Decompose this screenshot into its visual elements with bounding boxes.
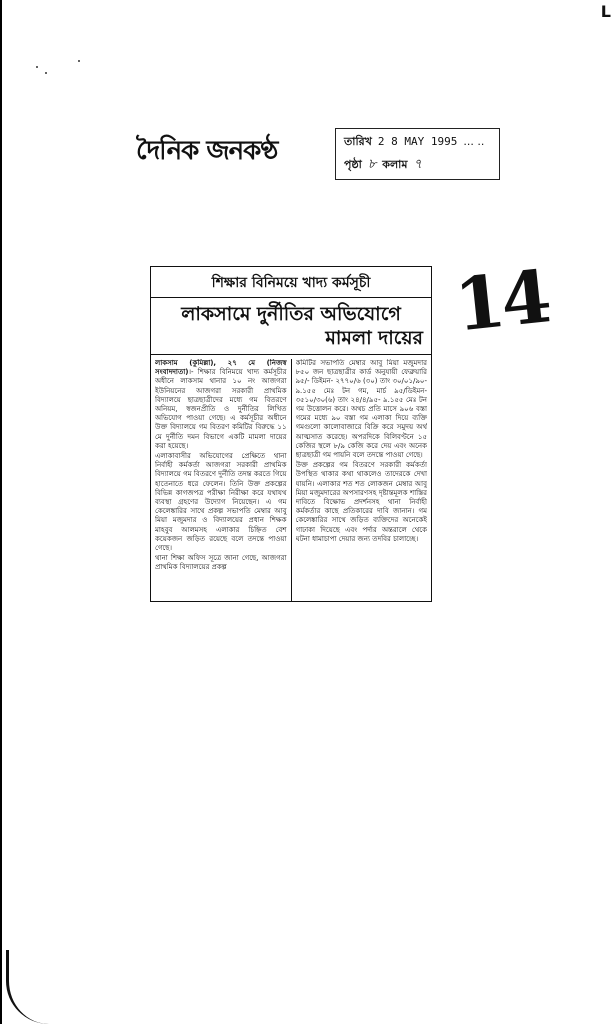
stamp-column-label: কলাম: [382, 158, 408, 171]
article-text: ।- শিক্ষার বিনিময়ে খাদ্য কর্মসূচীর অধীনে লাকসাম থানার ১০ নং আজগরা ইউনিয়নের আজগরা সরকারী প্রাথমিক বিদ্যালয়ে ছাত্রছাত্রীদের মধ্যে গম বিতরণে অনিয়ম, স্বজনপ্রীতি ও দুর্নীতির লিখিত অভিযোগ পাওয়া গেছে। এ কর্মসূচীর অধীনে উক্ত বিদ্যালয়ে গম বিতরণ কমিটির বিরুদ্ধে ১১ মে দুর্নীতি দমন বিভাগে একটি মামলা দায়ের করা হয়েছে।: [155, 368, 287, 450]
stamp-page-value: ৮: [367, 157, 377, 172]
article-dateline: লাকসাম (কুমিল্লা), ২৭ মে (নিজস্ব সংবাদদাতা): [155, 359, 287, 377]
article-columns: [151, 355, 431, 602]
article-paragraph: থানা শিক্ষা অফিস সূত্রে জানা গেছে, আজগরা প্রাথমিক বিদ্যালয়ের প্রকল্প: [155, 554, 287, 572]
stamp-page-label: পৃষ্ঠা: [344, 158, 362, 171]
clipping-kicker: শিক্ষার বিনিময়ে খাদ্য কর্মসূচী: [151, 267, 431, 298]
scan-speck: [45, 72, 47, 74]
page-fold-curve: [6, 950, 49, 1024]
handwritten-page-number: 14: [450, 253, 552, 348]
newspaper-masthead: দৈনিক জনকণ্ঠ: [136, 136, 278, 166]
stamp-date-label: তারিখ: [344, 135, 372, 148]
article-paragraph: [155, 359, 287, 451]
stamp-dots: ... ..: [463, 135, 485, 148]
article-column-2: [296, 359, 428, 602]
column-divider: [291, 359, 292, 602]
stamp-column-value: ৭: [413, 157, 422, 172]
article-paragraph: এলাকাবাসীর অভিযোগের প্রেক্ষিতে থানা নির্বাহী কর্মকর্তা আজগরা সরকারী প্রাথমিক বিদ্যালয়ে গম বিতরণে দুর্নীতি তদন্ত করতে গিয়ে হাতেনাতে ধরে ফেলেন। তিনি উক্ত প্রকল্পের বিভিন্ন কাগজপত্র পরীক্ষা নিরীক্ষা করে যথাযথ ব্যবস্থা গ্রহণের উদ্যোগ নিয়েছেন। এ গম কেলেঙ্কারির সাথে প্রকল্প সভাপতি মেম্বার আবু মিয়া মজুমদার ও বিদ্যালয়ের প্রধান শিক্ষক মাহবুব আলমসহ এলাকার চিহ্নিত বেশ কয়েকজন জড়িত রয়েছে বলে তদন্তে পাওয়া গেছে।: [155, 452, 287, 553]
scan-speck: [36, 66, 38, 68]
news-clipping: [150, 266, 432, 602]
headline-line2: মামলা দায়ের: [325, 327, 423, 349]
archive-stamp: [335, 128, 500, 180]
article-column-1: [155, 359, 287, 602]
article-paragraph: কমিটির সভাপতি মেম্বার আবু মিয়া মজুমদার ৮৫০ জন ছাত্রছাত্রীর কার্ড অনুযায়ী ফেব্রুয়ারি ৯৫/- ডিইমন- ২৭৭০/৬ (৩০) তাং ৩০/০১/৯০- ৯.১৫৫ মেঃ টন গম, মার্চ ৯৫/ডিইমন- ৩৫১০/৩০(৬) তাং ২৪/৪/৯৫- ৯.১৫৫ মেঃ টন গম উত্তোলন করে। অথচ প্রতি মাসে ৯০৬ বস্তা গমের মধ্যে ৯০ বস্তা গম এলাকা দিয়ে ব্যক্তি গমগুলো কালোবাজারে বিক্রি করে সমুদয় অর্থ আত্মসাত করেছে। অপরদিকে বিলিবণ্টনে ১৫ কেজির স্থলে ৮/৯ কেজি করে দেয় এবং অনেক ছাত্রছাত্রী গম পায়নি বলে তদন্তে পাওয়া গেছে।: [295, 359, 427, 460]
stamp-date-value: 2 8 MAY 1995: [377, 135, 458, 148]
corner-mark: L: [600, 2, 611, 21]
page-left-edge: [0, 0, 10, 1024]
stamp-page-row: [344, 155, 491, 177]
clipping-headline: [151, 298, 431, 355]
article-paragraph: উক্ত প্রকল্পের গম বিতরণে সরকারী কর্মকর্তা উপস্থিত থাকার কথা থাকলেও তাদেরকে দেখা যায়নি। এলাকার শত শত লোকজন মেম্বার আবু মিয়া মজুমদারের অপসারণসহ দৃষ্টান্তমূলক শাস্তির দাবিতে বিক্ষোভ প্রদর্শনসহ থানা নির্বাহী কর্মকর্তার কাছে প্রতিকারের দাবি জানান। গম কেলেঙ্কারির সাথে জড়িত ব্যক্তিদের অনেকেই গাঢাকা দিয়েছে এবং পর্দার অন্তরালে থেকে ঘটনা ধামাচাপা দেয়ার জন্য তদবির চালাচ্ছে।: [295, 461, 427, 543]
headline-line1: লাকসামে দুর্নীতির অভিযোগে: [181, 303, 401, 325]
stamp-date-row: [344, 133, 491, 155]
scan-speck: [78, 60, 80, 62]
